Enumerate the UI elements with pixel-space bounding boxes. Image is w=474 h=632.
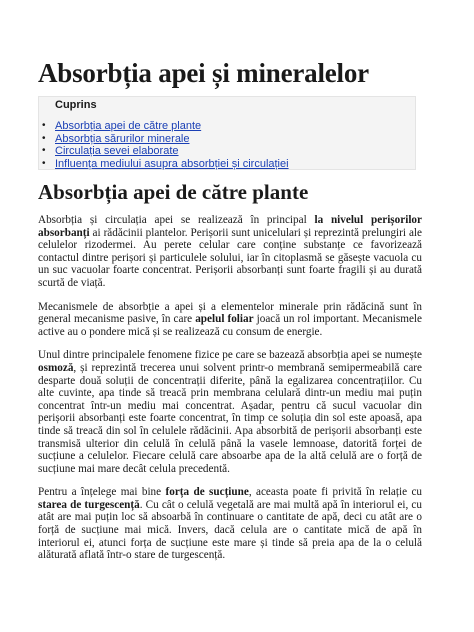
toc-link-absorbtia-apei[interactable]: Absorbția apei de către plante — [55, 120, 202, 132]
section-title: Absorbția apei de către plante — [38, 180, 309, 204]
bullet-icon: • — [42, 145, 46, 156]
toc-heading: Cuprins — [55, 99, 97, 111]
bold-term: starea de turgescență — [38, 498, 140, 511]
toc-item — [42, 157, 415, 171]
page-title: Absorbția apei și mineralelor — [38, 58, 369, 88]
toc-item — [42, 145, 415, 158]
bold-term: osmoză — [38, 361, 74, 374]
toc-link-circulatia-sevei[interactable]: Circulația sevei elaborate — [55, 145, 179, 157]
bold-term: apelul foliar — [195, 313, 254, 326]
paragraph-2 — [38, 301, 422, 339]
text-span: . Cu cât o celulă vegetală are mai multă apă în interiorul ei, cu atât are mai puțin loc să absoarbă în continuare o cantitate de apă, deci cu atât are o forță de sucțiune mai mică. Invers, dacă celula are o cantitate mică de apă în interiorul ei, atunci forța de sucțiune este mare și tinde să preia apa de la o celulă alăturată aflată într-o stare de turgescență. — [38, 498, 422, 562]
text-span: , aceasta poate fi privită în relație cu — [248, 486, 423, 499]
section-body — [38, 214, 422, 573]
text-span: ai rădăcinii plantelor. Perișorii sunt unicelulari și reprezintă prelungiri ale celulelor rizodermei. Au perete celular care conține substanțe ce favorizează contactul dintre perișori și particulele solului, iar în citoplasmă se găsește vacuola cu un suc vacuolar foarte concentrat. Perișorii absorbanți sunt foarte fragili și au durată scurtă de viață. — [38, 226, 422, 289]
toc-item — [42, 132, 415, 146]
text-span: Unul dintre principalele fenomene fizice pe care se bazează absorbția apei se numește — [38, 349, 422, 362]
bold-term: la nivelul perișorilor absorbanți — [38, 214, 422, 239]
toc-list — [42, 120, 415, 170]
text-span: Pentru a înțelege mai bine — [38, 486, 166, 499]
bullet-icon: • — [42, 120, 46, 131]
toc-item — [42, 120, 415, 133]
toc-link-influenta-mediului[interactable]: Influența mediului asupra absorbției și circulației — [55, 157, 289, 170]
text-span: , și reprezintă trecerea unui solvent printr-o membrană semipermeabilă care desparte două soluții de concentrații diferite, până la egalizarea concentrațiilor. Cu alte cuvinte, apa tinde să treacă prin membrana celulară dintr-un mediu mai puțin concentrat într-un mediu mai concentrat. Așadar, pentru că sucul vacuolar din perișorii absorbanți este foarte concentrat, în timp ce soluția din sol este apoasă, apa tinde să treacă din sol în celulele rădăcinii. Apa absorbită de perișorii absorbanți este transmisă ulterior din celulă în celulă până la vasele lemnoase, datorită forței de sucțiune a celulelor. Fiecare celulă care absoarbe apa de la altă celulă are o forță de sucțiune mai mare decât celula precedentă. — [38, 361, 422, 475]
text-span: Absorbția și circulația apei se realizează în principal — [38, 214, 315, 226]
bold-term: forța de sucțiune — [165, 486, 249, 499]
paragraph-1 — [38, 214, 422, 290]
toc-link-absorbtia-sarurilor[interactable]: Absorbția sărurilor minerale — [55, 132, 190, 145]
table-of-contents — [38, 96, 416, 170]
bullet-icon: • — [42, 157, 46, 169]
text-span: Mecanismele de absorbție a apei și a elementelor minerale prin rădăcină sunt în general mecanisme pasive, în care — [38, 300, 422, 326]
paragraph-3 — [38, 349, 422, 475]
bullet-icon: • — [42, 132, 46, 144]
paragraph-4 — [38, 486, 422, 562]
text-span: joacă un rol important. Mecanismele active au o pondere mică și se realizează cu consum de energie. — [38, 313, 422, 338]
